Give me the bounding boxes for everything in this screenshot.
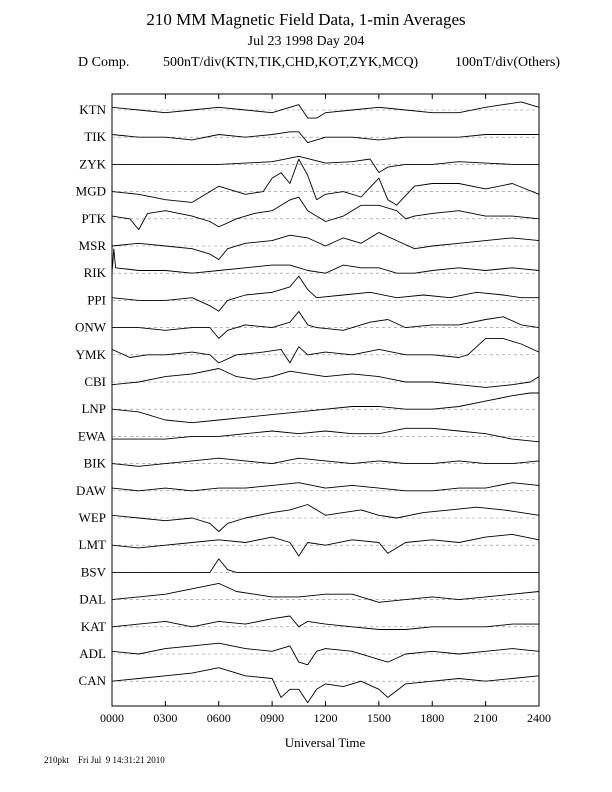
trace-ppi (112, 276, 539, 311)
station-label-lmt: LMT (78, 537, 106, 553)
x-tick-label-0600: 0600 (206, 711, 231, 725)
x-tick-label-2100: 2100 (473, 711, 498, 725)
station-label-cbi: CBI (84, 374, 106, 389)
trace-ymk (112, 339, 539, 363)
footer-program: 210pkt (44, 755, 70, 765)
station-label-lnp: LNP (81, 401, 106, 417)
x-tick-label-0300: 0300 (153, 711, 178, 725)
station-label-wep: WEP (78, 510, 106, 525)
station-label-dal: DAL (79, 591, 106, 607)
station-label-tik: TIK (84, 129, 106, 145)
station-label-group (75, 102, 107, 688)
trace-kat (112, 616, 539, 630)
trace-bsv (112, 559, 539, 573)
trace-rik (112, 249, 539, 273)
station-label-mgd: MGD (75, 183, 106, 199)
station-label-ppi: PPI (87, 292, 106, 308)
scale-primary-label: 500nT/div(KTN,TIK,CHD,KOT,ZYK,MCQ) (163, 55, 419, 70)
trace-can (112, 668, 539, 703)
x-tick-label-0000: 0000 (100, 711, 124, 725)
station-label-ymk: YMK (75, 346, 106, 362)
trace-lnp (112, 393, 539, 423)
station-label-adl: ADL (79, 646, 106, 661)
x-tick-label-1500: 1500 (366, 711, 391, 725)
footer-timestamp: Fri Jul 9 14:31:21 2010 (78, 755, 165, 765)
station-label-ktn: KTN (79, 102, 106, 117)
trace-onw (112, 311, 539, 338)
trace-ewa (112, 428, 539, 442)
x-axis-label: Universal Time (284, 735, 366, 750)
station-label-kat: KAT (80, 618, 106, 634)
station-label-can: CAN (78, 673, 106, 689)
plot-frame (112, 94, 539, 706)
trace-group (112, 102, 539, 703)
station-label-onw: ONW (74, 319, 106, 335)
trace-cbi (112, 369, 539, 388)
station-label-rik: RIK (83, 265, 106, 281)
trace-mgd (112, 159, 539, 205)
chart-date-line: Jul 23 1998 Day 204 (247, 34, 365, 49)
x-tick-label-2400: 2400 (527, 711, 551, 725)
station-label-daw: DAW (75, 482, 106, 498)
component-label: D Comp. (78, 55, 130, 70)
x-tick-label-1200: 1200 (313, 711, 338, 725)
trace-bik (112, 458, 539, 466)
station-label-bik: BIK (83, 455, 106, 471)
station-label-msr: MSR (78, 238, 106, 253)
scale-secondary-label: 100nT/div(Others) (455, 55, 560, 70)
station-label-bsv: BSV (80, 564, 106, 580)
footer (44, 755, 165, 765)
trace-daw (112, 483, 539, 491)
x-tick-label-0900: 0900 (260, 711, 285, 725)
baseline-group (112, 110, 539, 681)
chart-title: 210 MM Magnetic Field Data, 1-min Averages (146, 10, 466, 29)
station-label-ptk: PTK (81, 210, 106, 226)
station-label-ewa: EWA (77, 428, 106, 444)
station-label-zyk: ZYK (79, 156, 106, 172)
x-tick-label-1800: 1800 (420, 711, 445, 725)
trace-ptk (112, 197, 539, 229)
